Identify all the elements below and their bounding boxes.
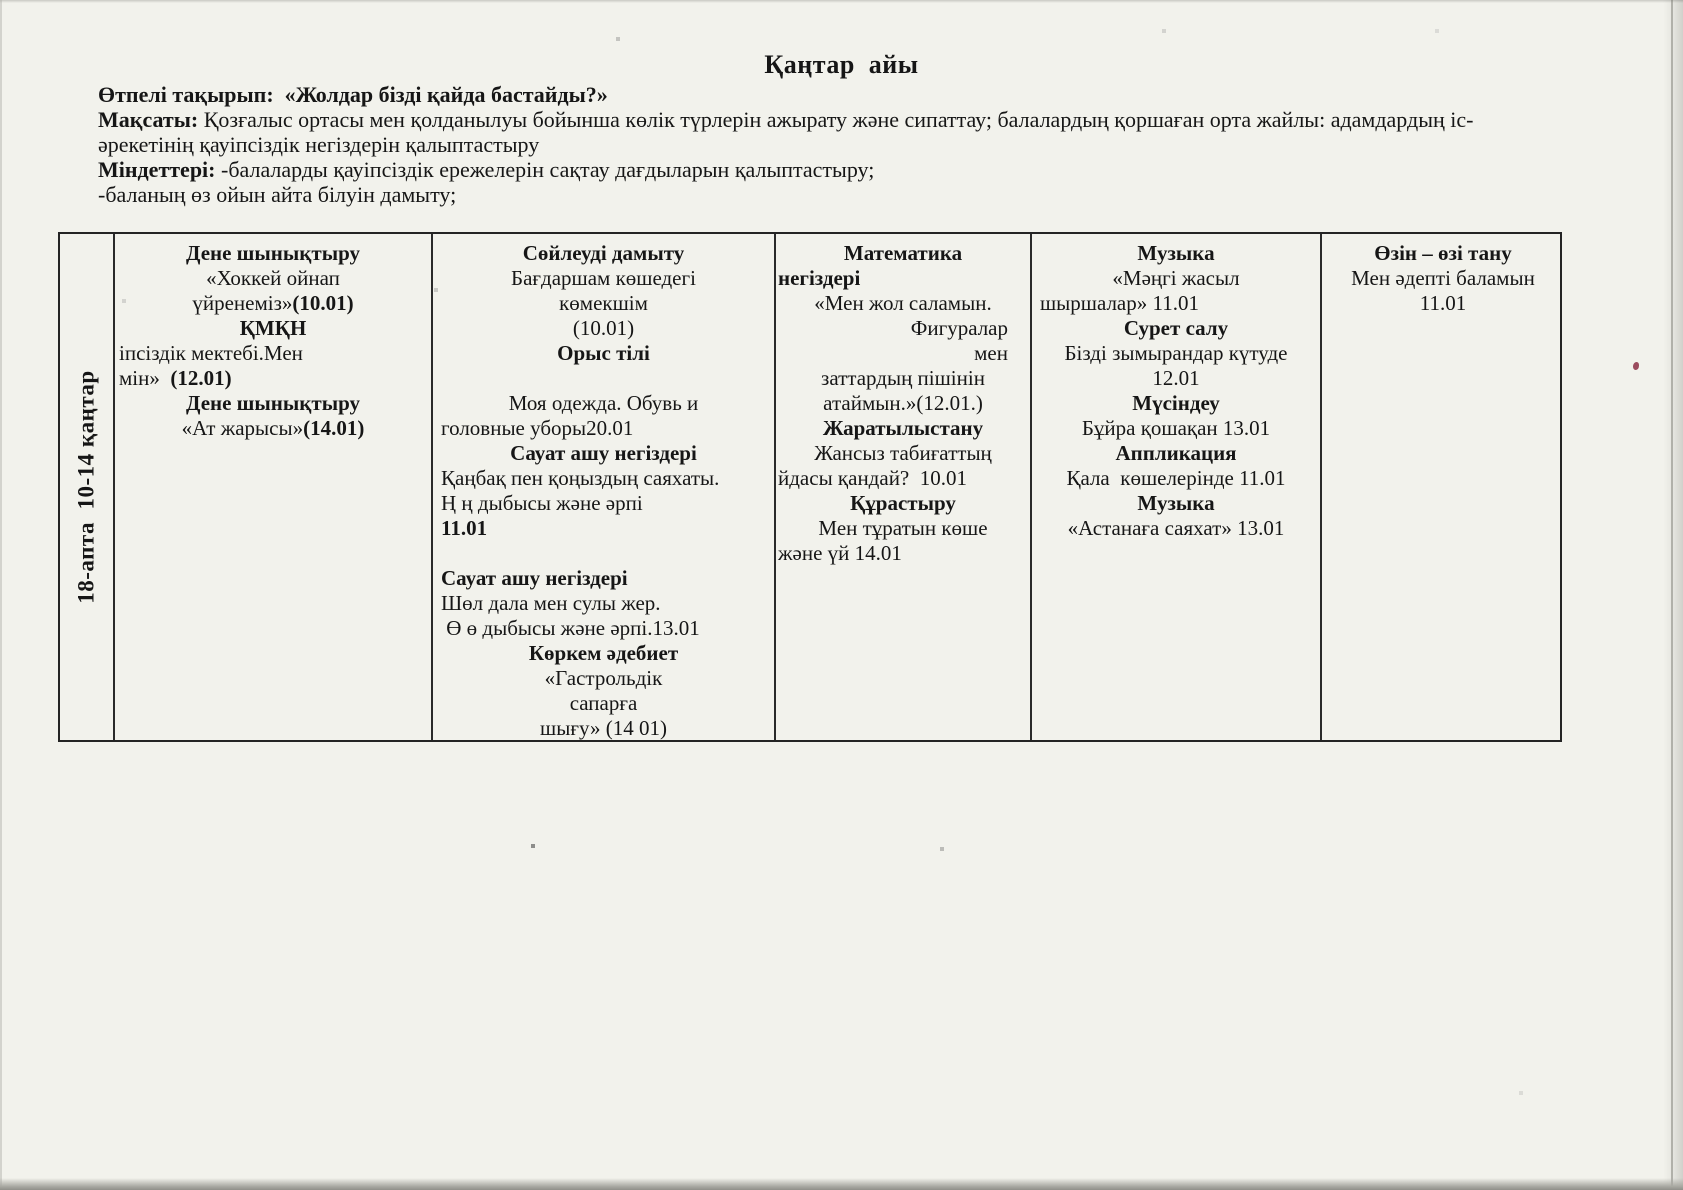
intro-block — [98, 82, 1613, 207]
text: мен — [974, 341, 1008, 365]
plan-column-self-knowledge — [1320, 234, 1564, 740]
text: «Гастрольдік — [544, 666, 663, 690]
cell-line — [441, 416, 766, 441]
text: головные уборы20.01 — [441, 416, 634, 440]
cell-line — [441, 516, 766, 541]
text: шығу» (14 01) — [540, 716, 667, 740]
text: Бағдаршам көшедегі — [511, 266, 696, 290]
text: «Мәңгі жасыл — [1112, 266, 1240, 290]
bold-text: Мақсаты: — [98, 107, 199, 132]
text: «Ат жарысы» — [181, 416, 304, 440]
text: және үй 14.01 — [778, 541, 902, 565]
bold-text: Құрастыру — [850, 491, 956, 515]
bold-text: Өтпелі тақырып: «Жолдар бізді қайда бастайды?» — [98, 82, 608, 107]
text: Бізді зымырандар күтуде — [1064, 341, 1288, 365]
bold-text: Сөйлеуді дамыту — [522, 241, 685, 265]
scan-edge-top — [0, 0, 1683, 3]
cell-line — [119, 366, 423, 391]
bold-text: ҚМҚН — [239, 316, 307, 340]
cell-line — [98, 157, 1613, 182]
cell-line — [441, 291, 766, 316]
cell-line — [441, 266, 766, 291]
text: Ң ң дыбысы және әрпі — [441, 491, 643, 515]
cell-line — [123, 416, 423, 441]
cell-line — [784, 516, 1022, 541]
bold-text: Дене шынықтыру — [185, 241, 361, 265]
text: 12.01 — [1152, 366, 1200, 390]
cell-line — [784, 491, 1022, 516]
text: Қаңбақ пен қоңыздың саяхаты. — [441, 466, 720, 490]
cell-line — [784, 316, 1022, 341]
cell-line — [784, 441, 1022, 466]
cell-line — [1330, 291, 1556, 316]
cell-line — [1040, 391, 1312, 416]
cell-line — [441, 366, 766, 391]
cell-line — [441, 566, 766, 591]
bold-text: (14.01) — [303, 416, 365, 440]
cell-line — [441, 241, 766, 266]
text: заттардың пішінін — [821, 366, 985, 390]
bold-text: Өзін – өзі тану — [1374, 241, 1512, 265]
scan-edge-bottom — [0, 1178, 1683, 1190]
text: іпсіздік мектебі.Мен — [119, 341, 303, 365]
bold-text: Мүсіндеу — [1132, 391, 1220, 415]
bold-text: Сауат ашу негіздері — [510, 441, 697, 465]
cell-line — [1040, 366, 1312, 391]
cell-line — [441, 391, 766, 416]
text: йдасы қандай? 10.01 — [778, 466, 967, 490]
cell-line — [441, 716, 766, 740]
bold-text: (12.01) — [170, 366, 232, 390]
cell-line — [784, 366, 1022, 391]
week-label: 18-апта 10-14 қаңтар — [73, 370, 99, 604]
bold-text: Дене шынықтыру — [185, 391, 361, 415]
cell-line — [98, 107, 1613, 132]
cell-line — [119, 341, 423, 366]
cell-line — [441, 666, 766, 691]
scan-edge-left — [0, 0, 2, 1190]
cell-line — [441, 341, 766, 366]
cell-line — [778, 466, 1022, 491]
cell-line — [441, 441, 766, 466]
text: «Хоккей ойнап — [206, 266, 340, 290]
cell-line — [784, 291, 1022, 316]
cell-line — [1040, 316, 1312, 341]
cell-line — [1040, 491, 1312, 516]
cell-line — [123, 316, 423, 341]
text: (10.01) — [572, 316, 635, 340]
cell-line — [784, 391, 1022, 416]
cell-line — [1040, 291, 1312, 316]
cell-line — [1040, 241, 1312, 266]
text: мін» — [119, 366, 171, 390]
plan-column-music-art — [1030, 234, 1320, 740]
plan-column-physical-training — [113, 234, 431, 740]
text: Шөл дала мен сулы жер. — [441, 591, 661, 615]
cell-line — [784, 241, 1022, 266]
text: атаймын.»(12.01.) — [823, 391, 983, 415]
text: Қозғалыс ортасы мен қолданылуы бойынша көлік түрлерін ажырату және сипаттау; балалардың қоршаған орта жайлы: адамдардың іс- — [198, 107, 1474, 132]
text: Фигуралар — [910, 316, 1008, 340]
text: Жансыз табиғаттың — [814, 441, 992, 465]
cell-line — [441, 641, 766, 666]
text: Моя одежда. Обувь и — [508, 391, 699, 415]
text: 11.01 — [1419, 291, 1467, 315]
cell-line — [778, 266, 1022, 291]
lesson-plan-table — [58, 232, 1562, 742]
scan-red-speck — [1633, 362, 1639, 370]
scan-noise-specks — [0, 0, 2, 2]
cell-line — [123, 291, 423, 316]
text: әрекетінің қауіпсіздік негіздерін қалыптастыру — [98, 132, 540, 157]
cell-line — [98, 182, 1613, 207]
cell-line — [441, 541, 766, 566]
text: сапарға — [569, 691, 638, 715]
bold-text: Міндеттері: — [98, 157, 216, 182]
bold-text: Сауат ашу негіздері — [441, 566, 628, 590]
cell-line — [1040, 266, 1312, 291]
text: Бұйра қошақан 13.01 — [1081, 416, 1271, 440]
text: -балаларды қауіпсіздік ережелерін сақтау дағдыларын қалыптастыру; — [215, 157, 875, 182]
cell-line — [1040, 466, 1312, 491]
text: шыршалар» 11.01 — [1040, 291, 1199, 315]
cell-line — [123, 266, 423, 291]
cell-line — [1330, 266, 1556, 291]
cell-line — [123, 241, 423, 266]
cell-line — [1040, 341, 1312, 366]
text: үйренеміз» — [192, 291, 293, 315]
cell-line — [1040, 416, 1312, 441]
text: -баланың өз ойын айта білуін дамыту; — [98, 182, 457, 207]
cell-line — [441, 316, 766, 341]
bold-text: (10.01) — [292, 291, 354, 315]
text: көмекшім — [559, 291, 648, 315]
text: «Астанаға саяхат» 13.01 — [1067, 516, 1285, 540]
cell-line — [441, 491, 766, 516]
bold-text: Орыс тілі — [557, 341, 650, 365]
week-cell — [60, 234, 113, 740]
bold-text: негіздері — [778, 266, 861, 290]
text: «Мен жол саламын. — [814, 291, 992, 315]
scan-edge-right — [1663, 0, 1683, 1190]
bold-text: 11.01 — [441, 516, 488, 540]
cell-line — [1330, 241, 1556, 266]
cell-line — [98, 82, 1613, 107]
cell-line — [441, 616, 766, 641]
cell-line — [784, 341, 1022, 366]
bold-text: Жаратылыстану — [822, 416, 984, 440]
bold-text: Сурет салу — [1123, 316, 1229, 340]
cell-line — [98, 132, 1613, 157]
page-title: Қаңтар айы — [764, 50, 919, 79]
cell-line — [784, 416, 1022, 441]
text: Ө ө дыбысы және әрпі.13.01 — [441, 616, 700, 640]
text: Қала көшелерінде 11.01 — [1066, 466, 1286, 490]
cell-line — [123, 391, 423, 416]
plan-column-mathematics-science — [774, 234, 1030, 740]
cell-line — [778, 541, 1022, 566]
cell-line — [1040, 441, 1312, 466]
bold-text: Музыка — [1137, 491, 1215, 515]
bold-text: Аппликация — [1115, 441, 1237, 465]
cell-line — [441, 691, 766, 716]
text: Мен әдепті баламын — [1351, 266, 1535, 290]
cell-line — [441, 591, 766, 616]
plan-column-speech-development — [431, 234, 774, 740]
cell-line — [441, 466, 766, 491]
bold-text: Математика — [843, 241, 963, 265]
bold-text: Көркем әдебиет — [528, 641, 679, 665]
scan-edge-right-line — [1671, 0, 1673, 1190]
text: Мен тұратын көше — [818, 516, 988, 540]
bold-text: Музыка — [1137, 241, 1215, 265]
cell-line — [1040, 516, 1312, 541]
